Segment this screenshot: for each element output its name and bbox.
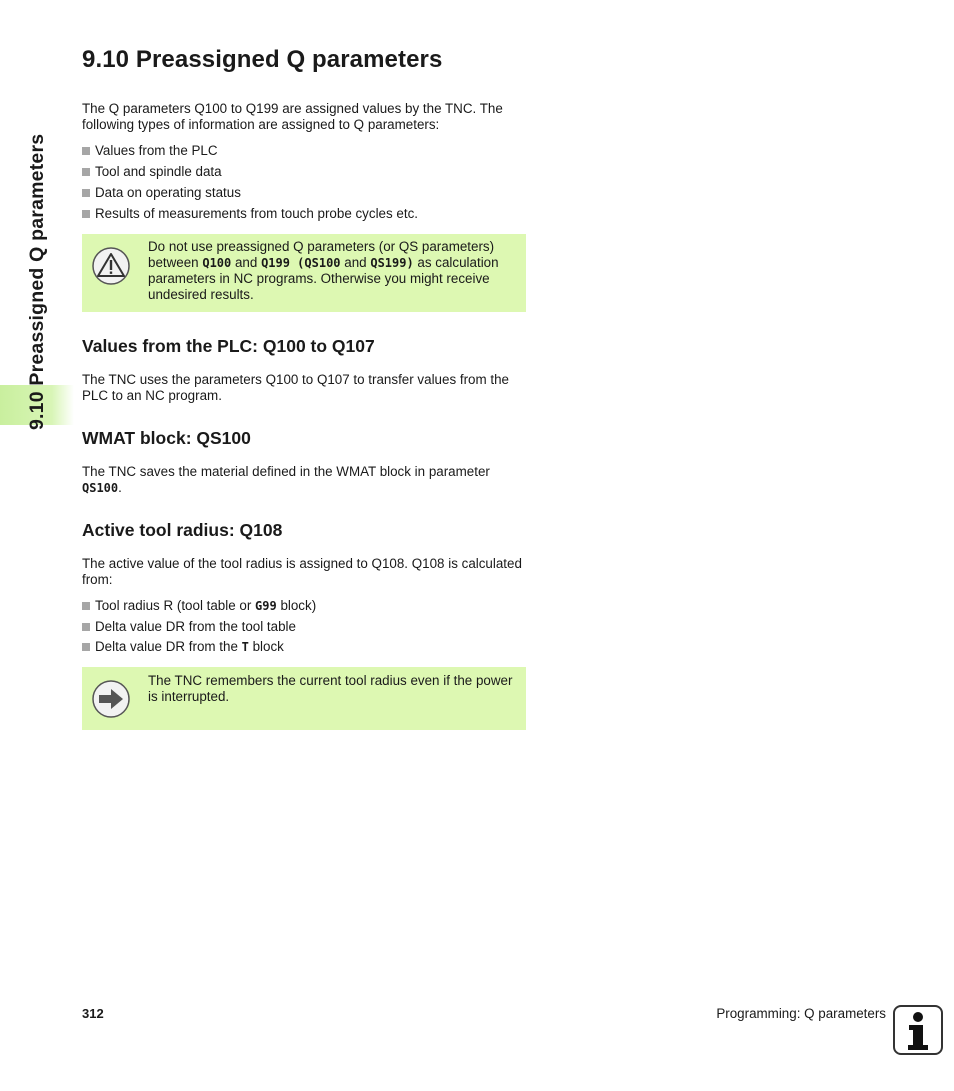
bullet-square-icon	[82, 643, 90, 651]
list-item: Tool and spindle data	[82, 164, 222, 180]
list-item: Values from the PLC	[82, 143, 218, 159]
bullet-square-icon	[82, 189, 90, 197]
radius-paragraph: The active value of the tool radius is assigned to Q108. Q108 is calculated from:	[82, 556, 522, 587]
list-item: Delta value DR from the T block	[82, 639, 284, 655]
list-item: Data on operating status	[82, 185, 241, 201]
warning-text: Do not use preassigned Q parameters (or QS parameters) between Q100 and Q199 (QS100 and QS199) as calculation parameters in NC programs. Otherwise you might receive undesired results.	[148, 239, 499, 302]
list-item: Results of measurements from touch probe cycles etc.	[82, 206, 418, 222]
list-item: Delta value DR from the tool table	[82, 619, 296, 635]
plc-paragraph: The TNC uses the parameters Q100 to Q107 to transfer values from the PLC to an NC program.	[82, 372, 509, 403]
section-heading-wmat: WMAT block: QS100	[82, 428, 251, 448]
wmat-paragraph: The TNC saves the material defined in the WMAT block in parameter QS100.	[82, 464, 490, 495]
bullet-square-icon	[82, 623, 90, 631]
bullet-square-icon	[82, 168, 90, 176]
page-title: 9.10 Preassigned Q parameters	[82, 46, 443, 73]
warning-triangle-icon	[91, 246, 131, 286]
section-heading-radius: Active tool radius: Q108	[82, 520, 283, 540]
bullet-square-icon	[82, 210, 90, 218]
footer-chapter-title: Programming: Q parameters	[716, 1006, 886, 1021]
page-number: 312	[82, 1006, 104, 1021]
arrow-right-icon	[91, 679, 131, 719]
tip-text: The TNC remembers the current tool radius even if the power is interrupted.	[148, 673, 513, 704]
list-item: Tool radius R (tool table or G99 block)	[82, 598, 316, 614]
info-icon	[893, 1005, 943, 1055]
tip-note	[82, 667, 526, 730]
intro-paragraph: The Q parameters Q100 to Q199 are assigned values by the TNC. The following types of information are assigned to Q parameters:	[82, 101, 503, 132]
bullet-square-icon	[82, 147, 90, 155]
warning-note	[82, 234, 526, 312]
bullet-square-icon	[82, 602, 90, 610]
section-heading-plc: Values from the PLC: Q100 to Q107	[82, 336, 375, 356]
side-chapter-label: 9.10 Preassigned Q parameters	[26, 133, 48, 430]
